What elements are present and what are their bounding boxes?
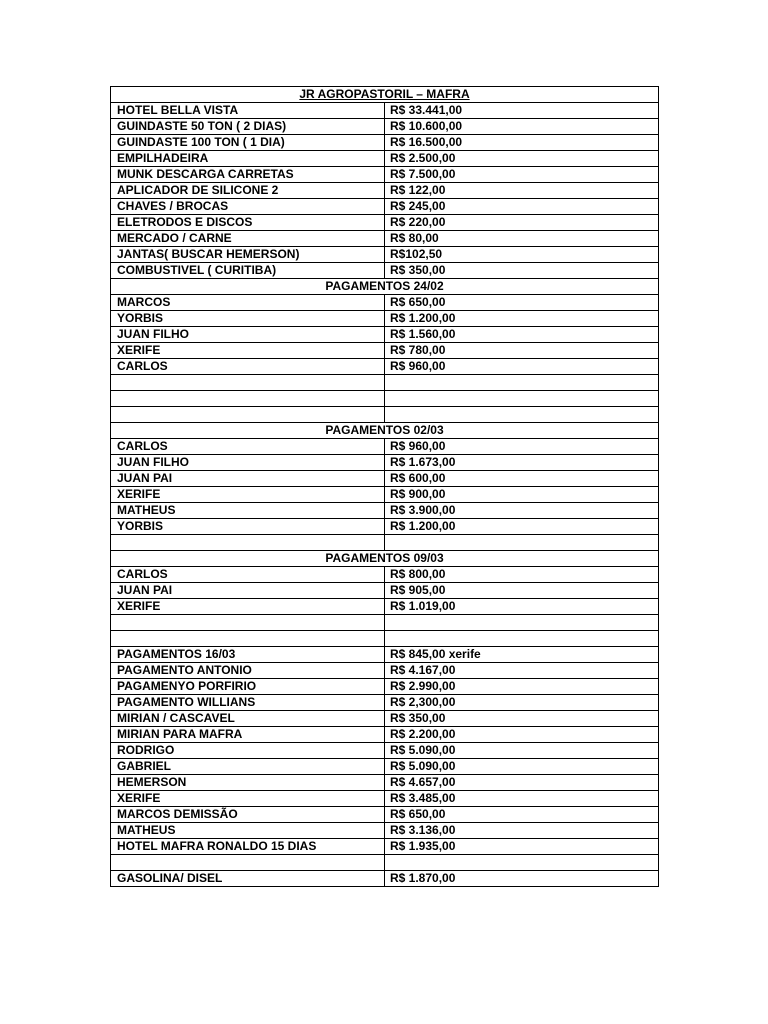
item-amount: R$ 5.090,00 — [385, 758, 659, 774]
item-amount: R$ 905,00 — [385, 582, 659, 598]
item-label: GUINDASTE 100 TON ( 1 DIA) — [111, 135, 385, 151]
table-row — [111, 646, 659, 662]
item-label: MARCOS DEMISSÃO — [111, 806, 385, 822]
table-row — [111, 263, 659, 279]
table-row — [111, 566, 659, 582]
item-label: MARCOS — [111, 295, 385, 311]
item-label: XERIFE — [111, 486, 385, 502]
item-label: JANTAS( BUSCAR HEMERSON) — [111, 247, 385, 263]
item-amount: R$ 16.500,00 — [385, 135, 659, 151]
section-header-row — [111, 550, 659, 566]
item-amount: R$ 122,00 — [385, 183, 659, 199]
table-row — [111, 343, 659, 359]
table-row — [111, 742, 659, 758]
item-label: RODRIGO — [111, 742, 385, 758]
blank-label-cell — [111, 375, 385, 391]
item-amount: R$ 960,00 — [385, 438, 659, 454]
item-amount: R$ 960,00 — [385, 359, 659, 375]
item-label: GABRIEL — [111, 758, 385, 774]
section-header-row — [111, 422, 659, 438]
item-amount: R$ 2.500,00 — [385, 151, 659, 167]
item-amount: R$ 1.560,00 — [385, 327, 659, 343]
table-row — [111, 758, 659, 774]
blank-label-cell — [111, 854, 385, 870]
blank-label-cell — [111, 614, 385, 630]
item-label: GASOLINA/ DISEL — [111, 870, 385, 886]
item-label: YORBIS — [111, 518, 385, 534]
item-amount: R$ 2.990,00 — [385, 678, 659, 694]
table-row — [111, 438, 659, 454]
table-row — [111, 822, 659, 838]
expense-table-body — [111, 87, 659, 887]
table-row — [111, 327, 659, 343]
item-label: PAGAMENTO WILLIANS — [111, 694, 385, 710]
table-row — [111, 470, 659, 486]
table-row — [111, 167, 659, 183]
item-label: HOTEL MAFRA RONALDO 15 DIAS — [111, 838, 385, 854]
item-amount: R$ 33.441,00 — [385, 103, 659, 119]
table-row — [111, 215, 659, 231]
table-row — [111, 598, 659, 614]
table-row — [111, 135, 659, 151]
item-amount: R$ 1.019,00 — [385, 598, 659, 614]
item-label: XERIFE — [111, 790, 385, 806]
item-label: HOTEL BELLA VISTA — [111, 103, 385, 119]
blank-row — [111, 534, 659, 550]
blank-row — [111, 854, 659, 870]
table-row — [111, 103, 659, 119]
item-amount: R$ 1.935,00 — [385, 838, 659, 854]
section-header-row — [111, 279, 659, 295]
expense-table — [110, 86, 659, 887]
item-amount: R$ 900,00 — [385, 486, 659, 502]
item-label: JUAN PAI — [111, 582, 385, 598]
item-amount: R$ 600,00 — [385, 470, 659, 486]
item-label: MIRIAN / CASCAVEL — [111, 710, 385, 726]
item-label: JUAN FILHO — [111, 327, 385, 343]
blank-row — [111, 390, 659, 406]
item-label: HEMERSON — [111, 774, 385, 790]
table-row — [111, 502, 659, 518]
item-label: MATHEUS — [111, 502, 385, 518]
item-amount: R$ 2.200,00 — [385, 726, 659, 742]
item-label: JUAN PAI — [111, 470, 385, 486]
blank-amount-cell — [385, 375, 659, 391]
blank-label-cell — [111, 630, 385, 646]
item-amount: R$ 1.200,00 — [385, 518, 659, 534]
item-label: COMBUSTIVEL ( CURITIBA) — [111, 263, 385, 279]
table-row — [111, 726, 659, 742]
item-amount: R$ 5.090,00 — [385, 742, 659, 758]
table-row — [111, 582, 659, 598]
item-label: PAGAMENTOS 16/03 — [111, 646, 385, 662]
blank-label-cell — [111, 390, 385, 406]
table-row — [111, 359, 659, 375]
item-amount: R$ 3.136,00 — [385, 822, 659, 838]
item-amount: R$ 80,00 — [385, 231, 659, 247]
item-amount: R$ 3.485,00 — [385, 790, 659, 806]
item-amount: R$ 245,00 — [385, 199, 659, 215]
blank-amount-cell — [385, 406, 659, 422]
item-amount: R$ 1.200,00 — [385, 311, 659, 327]
table-row — [111, 678, 659, 694]
table-row — [111, 199, 659, 215]
document-title: JR AGROPASTORIL – MAFRA — [111, 87, 659, 103]
item-label: JUAN FILHO — [111, 454, 385, 470]
table-row — [111, 838, 659, 854]
table-row — [111, 247, 659, 263]
item-amount: R$ 2,300,00 — [385, 694, 659, 710]
item-amount: R$ 780,00 — [385, 343, 659, 359]
table-row — [111, 151, 659, 167]
item-amount: R$ 650,00 — [385, 806, 659, 822]
item-label: XERIFE — [111, 343, 385, 359]
blank-label-cell — [111, 534, 385, 550]
item-amount: R$ 1.673,00 — [385, 454, 659, 470]
blank-amount-cell — [385, 630, 659, 646]
blank-row — [111, 630, 659, 646]
section-header: PAGAMENTOS 02/03 — [111, 422, 659, 438]
item-amount: R$ 3.900,00 — [385, 502, 659, 518]
item-label: CHAVES / BROCAS — [111, 199, 385, 215]
title-row — [111, 87, 659, 103]
table-row — [111, 454, 659, 470]
blank-row — [111, 375, 659, 391]
blank-amount-cell — [385, 614, 659, 630]
blank-amount-cell — [385, 390, 659, 406]
table-row — [111, 311, 659, 327]
item-label: CARLOS — [111, 438, 385, 454]
blank-row — [111, 614, 659, 630]
item-label: MIRIAN PARA MAFRA — [111, 726, 385, 742]
item-label: GUINDASTE 50 TON ( 2 DIAS) — [111, 119, 385, 135]
item-amount: R$ 4.657,00 — [385, 774, 659, 790]
blank-amount-cell — [385, 534, 659, 550]
table-row — [111, 119, 659, 135]
blank-label-cell — [111, 406, 385, 422]
item-label: CARLOS — [111, 566, 385, 582]
item-label: MATHEUS — [111, 822, 385, 838]
table-row — [111, 486, 659, 502]
blank-amount-cell — [385, 854, 659, 870]
table-row — [111, 790, 659, 806]
item-label: PAGAMENTO ANTONIO — [111, 662, 385, 678]
item-label: XERIFE — [111, 598, 385, 614]
table-row — [111, 806, 659, 822]
item-label: MUNK DESCARGA CARRETAS — [111, 167, 385, 183]
item-amount: R$ 220,00 — [385, 215, 659, 231]
item-label: YORBIS — [111, 311, 385, 327]
section-header: PAGAMENTOS 24/02 — [111, 279, 659, 295]
item-label: MERCADO / CARNE — [111, 231, 385, 247]
item-amount: R$ 4.167,00 — [385, 662, 659, 678]
item-amount: R$ 10.600,00 — [385, 119, 659, 135]
table-row — [111, 870, 659, 886]
table-row — [111, 694, 659, 710]
item-amount: R$ 350,00 — [385, 710, 659, 726]
item-label: EMPILHADEIRA — [111, 151, 385, 167]
table-row — [111, 183, 659, 199]
table-row — [111, 231, 659, 247]
item-amount: R$ 7.500,00 — [385, 167, 659, 183]
item-amount: R$ 845,00 xerife — [385, 646, 659, 662]
item-amount: R$ 1.870,00 — [385, 870, 659, 886]
item-amount: R$102,50 — [385, 247, 659, 263]
item-amount: R$ 650,00 — [385, 295, 659, 311]
table-row — [111, 518, 659, 534]
table-row — [111, 662, 659, 678]
item-amount: R$ 350,00 — [385, 263, 659, 279]
item-label: PAGAMENYO PORFIRIO — [111, 678, 385, 694]
item-label: ELETRODOS E DISCOS — [111, 215, 385, 231]
item-label: CARLOS — [111, 359, 385, 375]
table-row — [111, 295, 659, 311]
item-amount: R$ 800,00 — [385, 566, 659, 582]
section-header: PAGAMENTOS 09/03 — [111, 550, 659, 566]
blank-row — [111, 406, 659, 422]
item-label: APLICADOR DE SILICONE 2 — [111, 183, 385, 199]
table-row — [111, 774, 659, 790]
table-row — [111, 710, 659, 726]
